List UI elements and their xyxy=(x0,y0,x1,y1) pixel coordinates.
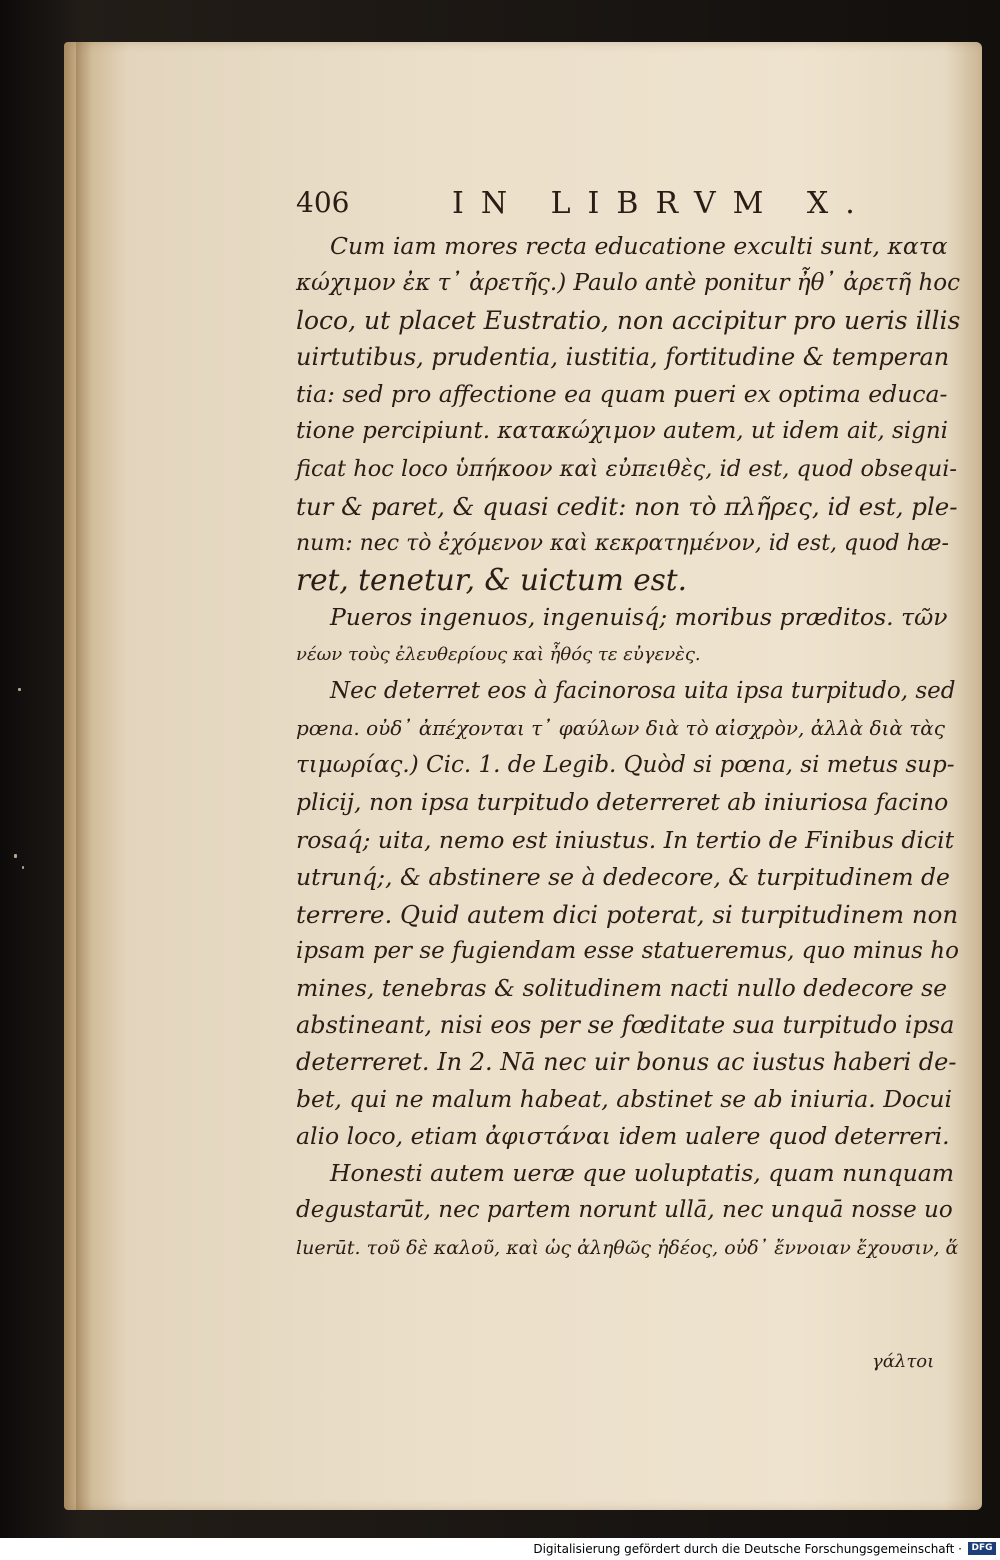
text-line: plicij, non ipsa turpitudo deterreret ab iniuriosa facino xyxy=(296,788,949,817)
edge-speck xyxy=(18,688,21,691)
page-gutter-shadow xyxy=(76,42,92,1510)
text-lines xyxy=(296,228,960,1267)
text-line: utrunq́;, & abstinere se à dedecore, & turpitudinem de xyxy=(296,862,950,891)
text-line: degustarūt, nec partem norunt ullā, nec unquā nosse uo xyxy=(296,1197,953,1224)
text-line: tur & paret, & quasi cedit: non τὸ πλῆρες, id est, ple- xyxy=(296,491,958,521)
page-text-block xyxy=(296,180,960,1267)
text-line: τιμωρίας.) Cic. 1. de Legib. Quòd si pœna, si metus sup- xyxy=(296,752,955,779)
text-line: luerūt. τοῦ δὲ καλοῦ, καὶ ὡς ἀληθῶς ἡδέος, οὐδ᾽ ἔννοιαν ἔχουσιν, ἅ xyxy=(296,1236,959,1259)
text-line: alio loco, etiam ἀφιστάναι idem ualere quod deterreri. xyxy=(296,1122,950,1151)
text-line: ipsam per se fugiendam esse statueremus, quo minus ho xyxy=(296,937,959,964)
text-line: bet, qui ne malum habeat, abstinet se ab iniuria. Docui xyxy=(296,1085,952,1114)
text-line: κώχιμον ἐκ τ᾽ ἀρετῆς.) Paulo antè ponitur ἦθ᾽ ἀρετῆ hoc xyxy=(296,270,960,297)
text-line: tia: sed pro affectione ea quam pueri ex optima educa- xyxy=(296,380,948,409)
footer-bar xyxy=(0,1538,1000,1560)
text-line: Honesti autem ueræ que uoluptatis, quam nunquam xyxy=(330,1159,955,1188)
edge-speck xyxy=(22,866,24,869)
text-line: Pueros ingenuos, ingenuisq́; moribus præditos. τῶν xyxy=(330,602,948,631)
catchword: γάλτοι xyxy=(872,1351,935,1372)
text-line: num: nec τὸ ἐχόμενον καὶ κεκρατημένον, id est, quod hæ- xyxy=(296,530,949,556)
text-line: Cum iam mores recta educatione exculti sunt, κατα xyxy=(330,232,948,260)
text-line: ficat hoc loco ὑπήκοον καὶ εὐπειθὲς, id est, quod obsequi- xyxy=(296,455,958,482)
footer-credit: Digitalisierung gefördert durch die Deutsche Forschungsgemeinschaft · xyxy=(533,1542,962,1556)
text-line: abstineant, nisi eos per se fœditate sua turpitudo ipsa xyxy=(296,1010,955,1039)
page-number: 406 xyxy=(296,186,350,219)
text-line: rosaq́; uita, nemo est iniustus. In tertio de Finibus dicit xyxy=(296,825,955,854)
running-head-title: IN LIBRVM X. xyxy=(452,186,872,221)
text-line: deterreret. In 2. Nā nec uir bonus ac iustus haberi de- xyxy=(296,1048,957,1077)
running-head xyxy=(296,180,960,228)
text-line: terrere. Quid autem dici poterat, si turpitudinem non xyxy=(296,899,959,929)
text-line: mines, tenebras & solitudinem nacti nullo dedecore se xyxy=(296,973,948,1002)
text-line: νέων τοὺς ἐλευθερίους καὶ ἦθός τε εὐγενὲς. xyxy=(296,644,701,666)
text-line: uirtutibus, prudentia, iustitia, fortitudine & temperan xyxy=(296,343,950,372)
dfg-logo-icon: DFG xyxy=(968,1542,996,1555)
text-line: Nec deterret eos à facinorosa uita ipsa turpitudo, sed xyxy=(330,678,956,705)
text-line: loco, ut placet Eustratio, non accipitur pro ueris illis xyxy=(296,306,961,336)
edge-speck xyxy=(14,854,17,858)
text-line: ret, tenetur, & uictum est. xyxy=(296,562,688,597)
text-line: tione percipiunt. κατακώχιμον autem, ut idem ait, signi xyxy=(296,418,949,445)
text-line: pœna. οὐδ᾽ ἀπέχονται τ᾽ φαύλων διὰ τὸ αἰσχρὸν, ἀλλὰ διὰ τὰς xyxy=(296,716,945,741)
